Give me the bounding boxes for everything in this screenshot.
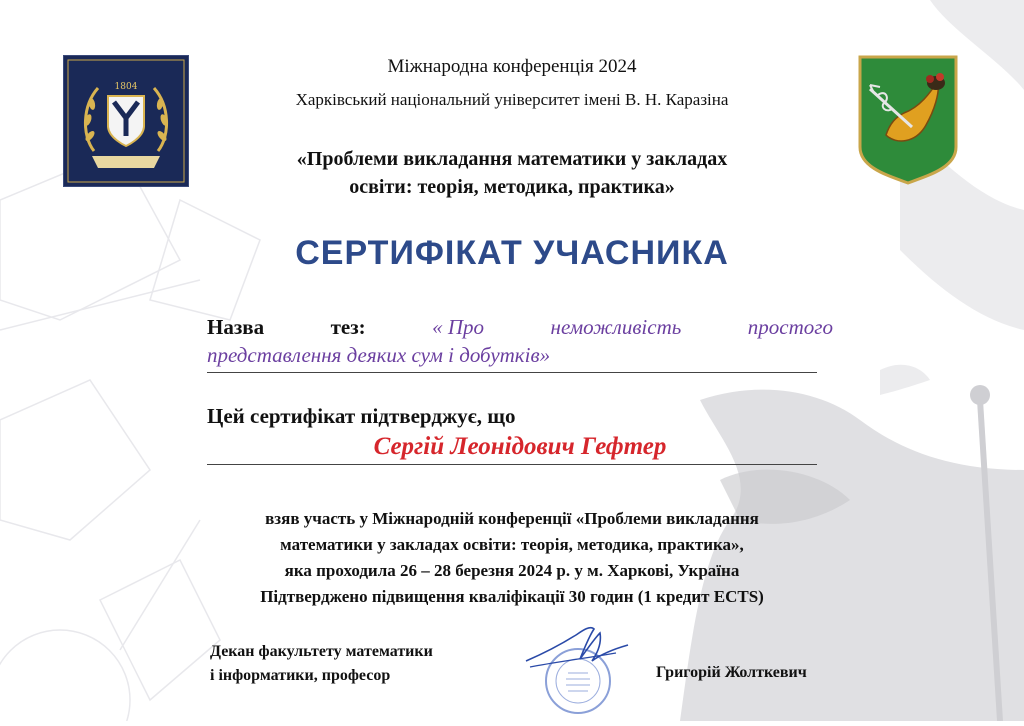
signature-stamp — [520, 615, 640, 721]
thesis-label-word2: тез: — [330, 315, 366, 339]
statement-line2: математики у закладах освіти: теорія, методика, практика», — [280, 535, 744, 554]
emblem-year: 1804 — [114, 82, 138, 92]
thesis-block — [207, 313, 833, 369]
thesis-title-word3: простого — [747, 315, 833, 339]
signature-stamp-icon — [520, 615, 640, 721]
name-underline — [207, 464, 817, 465]
dean-title-line1: Декан факультету математики — [210, 643, 433, 660]
participation-statement — [180, 506, 844, 610]
university-name: Харківський національний університет імені В. Н. Каразіна — [295, 90, 729, 109]
thesis-underline — [207, 372, 817, 373]
thesis-title-line2: представлення деяких сум і добутків» — [207, 343, 551, 367]
certificate-title: СЕРТИФІКАТ УЧАСНИКА — [295, 234, 729, 272]
thesis-label-word1: Назва — [207, 315, 265, 339]
thesis-title-word1: « Про — [432, 315, 485, 339]
statement-line4: Підтверджено підвищення кваліфікації 30 годин (1 кредит ECTS) — [260, 587, 764, 606]
thesis-title-word2: неможливість — [550, 315, 682, 339]
conference-title-line2: освіти: теорія, методика, практика» — [349, 176, 675, 198]
confirm-statement: Цей сертифікат підтверджує, що — [207, 404, 516, 428]
conference-title-line1: «Проблеми викладання математики у закладах — [296, 148, 728, 170]
statement-line3: яка проходила 26 – 28 березня 2024 р. у м. Харкові, Україна — [284, 561, 740, 580]
statement-line1: взяв участь у Міжнародній конференції «Проблеми викладання — [265, 509, 759, 528]
dean-title — [210, 640, 433, 688]
signer-name: Григорій Жолткевич — [656, 664, 807, 681]
conference-year-header: Міжнародна конференція 2024 — [387, 56, 637, 77]
dean-title-line2: і інформатики, професор — [210, 667, 391, 684]
participant-name: Сергій Леонідович Гефтер — [373, 433, 667, 460]
conference-title — [180, 145, 844, 201]
